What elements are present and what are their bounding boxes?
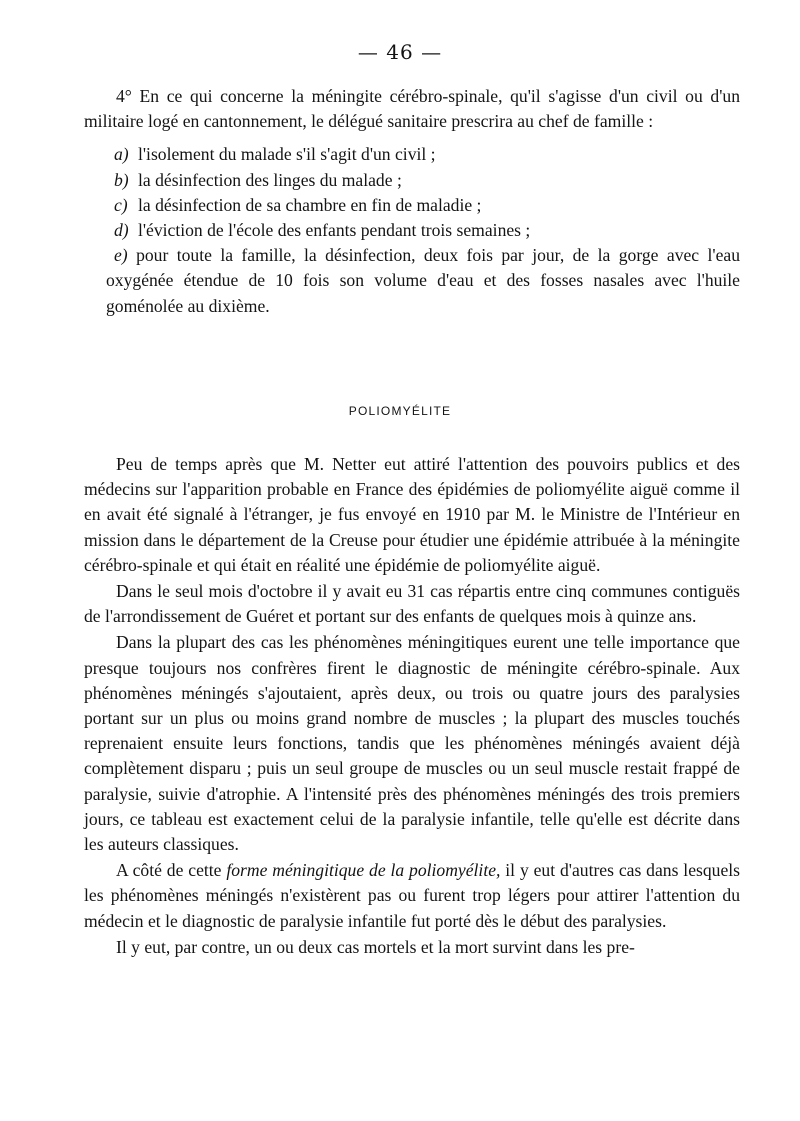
poliomyelitis-section — [84, 452, 740, 961]
list-item — [84, 193, 740, 218]
section-heading: POLIOMYÉLITE — [348, 404, 452, 418]
list-item — [84, 168, 740, 193]
paragraph-4 — [84, 858, 740, 934]
list-item-text: l'éviction de l'école des enfants pendant trois semaines ; — [138, 220, 531, 241]
paragraph-5: Il y eut, par contre, un ou deux cas mortels et la mort survint dans les pre- — [116, 936, 635, 957]
list-item-text: pour toute la famille, la désinfection, deux fois par jour, de la gorge avec l'eau oxygénée étendue de 10 fois son volume d'eau et des fosses nasales avec l'huile goménolée au dixième. — [106, 245, 740, 316]
list-item-text: la désinfection de sa chambre en fin de maladie ; — [138, 194, 482, 215]
list-item — [84, 218, 740, 243]
list-item-letter: a) — [114, 144, 129, 165]
paragraph-4-end: il y eut d'autres cas dans lesquels les phénomènes méningés n'existèrent pas ou furent trop légers pour attirer l'attention du médecin et le diagnostic de paralysie infantile fut porté dès le début des paralysies. — [84, 860, 740, 931]
intro-paragraph: 4° En ce qui concerne la méningite cérébro-spinale, qu'il s'agisse d'un civil ou d'un militaire logé en cantonnement, le délégué sanitaire prescrira au chef de famille : — [84, 86, 740, 132]
list-item-letter: c) — [114, 194, 128, 215]
paragraph-1: Peu de temps après que M. Netter eut attiré l'attention des pouvoirs publics et des médecins sur l'apparition probable en France des épidémies de poliomyélite aiguë comme il en avait été signalé à l'étranger, je fus envoyé en 1910 par M. le Ministre de l'Intérieur en mission dans le département de la Creuse pour étudier une épidémie attribuée à la méningite cérébro-spinale et qui était en réalité une épidémie de poliomyélite aiguë. — [84, 454, 740, 575]
list-item-text: l'isolement du malade s'il s'agit d'un civil ; — [138, 144, 436, 165]
list-item-letter: e) — [114, 245, 128, 266]
paragraph-2: Dans le seul mois d'octobre il y avait eu 31 cas répartis entre cinq communes contiguës de l'arrondissement de Guéret et portant sur des enfants de quelques mois à quinze ans. — [84, 581, 740, 627]
list-item — [84, 142, 740, 167]
list-item-letter: b) — [114, 169, 129, 190]
list-item-letter: d) — [114, 220, 129, 241]
meningitis-section — [84, 84, 740, 319]
measures-list — [84, 142, 740, 243]
paragraph-3: Dans la plupart des cas les phénomènes méningitiques eurent une telle importance que presque toujours nos confrères firent le diagnostic de méningite cérébro-spinale. Aux phénomènes méningés s'ajoutaient, après deux, ou trois ou quatre jours des paralysies portant sur un plus ou moins grand nombre de muscles ; la plupart des muscles touchés reprenaient ensuite leurs fonctions, tandis que les phénomènes méningés avaient déjà complètement disparu ; puis un seul groupe de muscles ou un seul muscle restait frappé de paralysie, suivie d'atrophie. A l'intensité près des phénomènes méningés des trois premiers jours, ce tableau est exactement celui de la paralysie infantile, telle qu'elle est décrite dans les auteurs classiques. — [84, 632, 740, 855]
paragraph-4-start: A côté de cette — [116, 860, 227, 881]
list-item-e — [84, 243, 740, 319]
page-number: — 46 — — [357, 40, 443, 64]
paragraph-4-italic: forme méningitique de la poliomyélite, — [226, 860, 501, 881]
list-item-text: la désinfection des linges du malade ; — [138, 169, 402, 190]
